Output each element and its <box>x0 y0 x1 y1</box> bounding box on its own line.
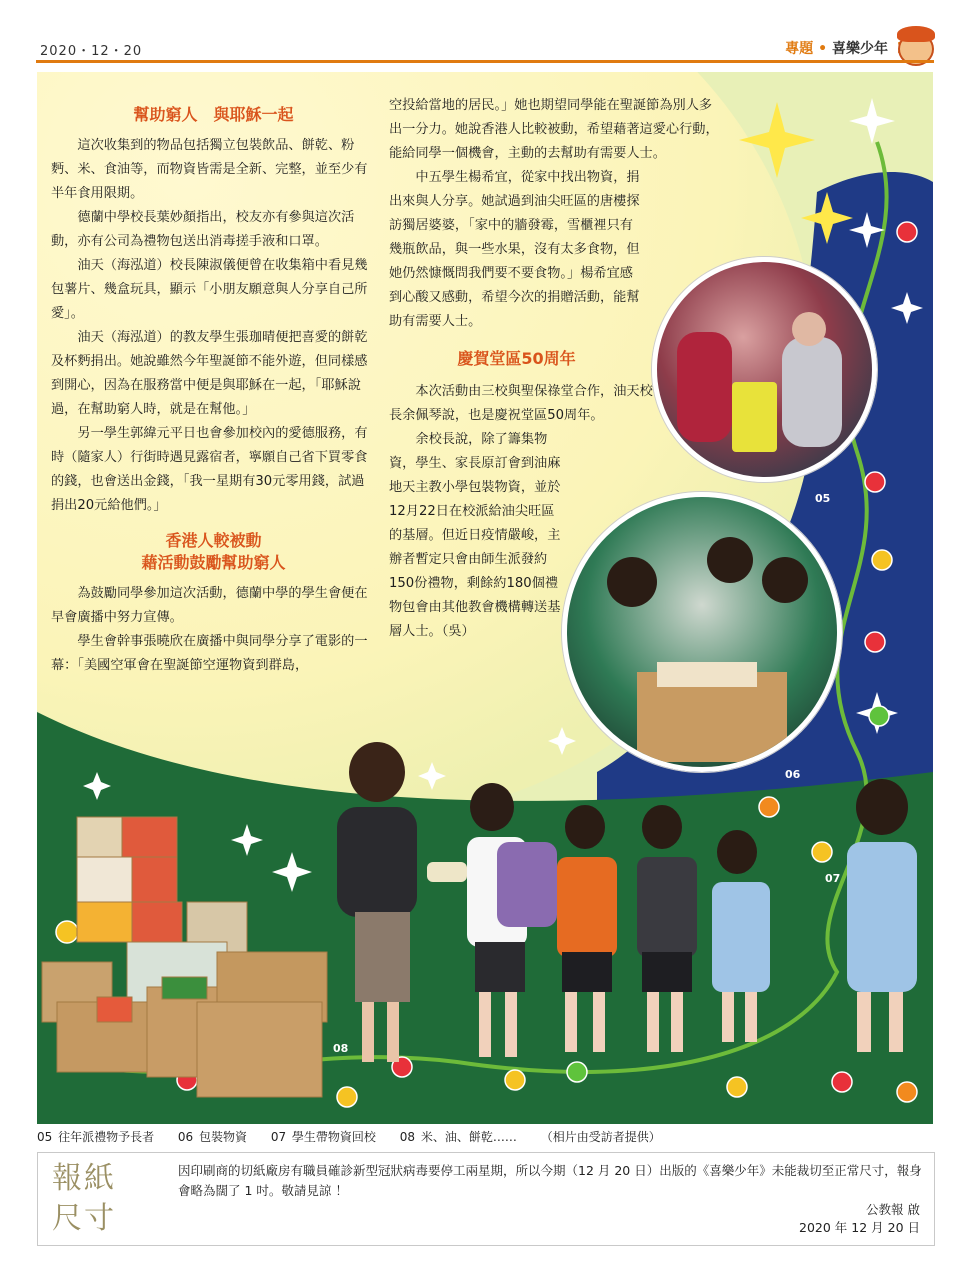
caption-07: 07 學生帶物資回校 <box>270 1130 376 1144</box>
issue-date: 2020・12・20 <box>40 44 143 59</box>
notice-date: 2020 年 12 月 20 日 <box>799 1220 920 1235</box>
headline-help-poor: 幫助窮人 與耶穌一起 <box>133 105 294 124</box>
paragraph: 油天（海泓道）校長陳淑儀便曾在收集箱中看見幾包薯片、幾盒玩具，顯示「小朋友願意與人分享自己所愛」。 <box>51 258 368 321</box>
publication-name: 喜樂少年 <box>831 41 888 57</box>
paragraph: 空投給當地的居民。」她也期望同學能在聖誕節為別人多出一分力。她說香港人比較被動，希望藉著這愛心行動，能給同學一個機會，主動的去幫助有需要人士。 <box>389 98 719 161</box>
feature-panel <box>37 72 933 1124</box>
headline-parish-50: 慶賀堂區50周年 <box>457 349 576 368</box>
notice-signature <box>799 1201 920 1237</box>
notice-title-line-2: 尺寸 <box>52 1201 116 1236</box>
notice-box <box>37 1152 935 1246</box>
photo-number-08: 08 <box>333 1042 349 1055</box>
photo-credit: （相片由受訪者提供） <box>540 1130 661 1144</box>
paragraph: 余校長說，除了籌集物資，學生、家長原訂會到油麻地天主教小學包裝物資，並於12月22日在校派給油尖旺區的基層。但近日疫情嚴峻，主辦者暫定只會由師生派發約150份禮物，剩餘約180個禮物包會由其他教會機構轉送基層人士。（吳） <box>389 432 561 639</box>
paragraph: 學生會幹事張曉欣在廣播中與同學分享了電影的一幕：「美國空軍會在聖誕節空運物資到群島， <box>51 634 368 673</box>
header-rule <box>36 60 934 63</box>
article-column-1 <box>51 104 376 678</box>
paragraph: 本次活動由三校與聖保祿堂合作，油天校長余佩琴說，也是慶祝堂區50周年。 <box>389 384 653 423</box>
subhead-line-2: 藉活動鼓勵幫助窮人 <box>141 553 286 572</box>
paragraph: 油天（海泓道）的教友學生張珈晴便把喜愛的餅乾及杯麪捐出。她說雖然今年聖誕節不能外遊，但同樣感到開心，因為在服務當中便是與耶穌在一起，「耶穌說過，在幫助窮人時，就是在幫他。」 <box>51 330 368 417</box>
caption-05: 05 往年派禮物予長者 <box>37 1130 155 1144</box>
paragraph: 中五學生楊希宜，從家中找出物資，捐出來與人分享。她試過到油尖旺區的唐樓探訪獨居婆婆，「家中的牆發霉，雪櫃裡只有幾瓶飲品，與一些水果，沒有太多食物，但她仍然慷慨問我們要不要食物。」楊希宜感到心酸又感動，希望今次的捐贈活動，能幫助有需要人士。 <box>389 170 640 329</box>
paragraph: 德蘭中學校長葉妙顏指出，校友亦有參與這次活動，亦有公司為禮物包送出消毒搓手液和口罩。 <box>51 210 355 249</box>
section-name: 專題 <box>785 41 814 57</box>
photo-number-06: 06 <box>785 768 801 781</box>
notice-title <box>52 1159 116 1239</box>
notice-signer: 公教報 啟 <box>866 1202 920 1217</box>
photo-number-07: 07 <box>825 872 841 885</box>
notice-title-line-1: 報紙 <box>52 1161 116 1196</box>
paragraph: 這次收集到的物品包括獨立包裝飲品、餅乾、粉麪、米、食油等，而物資皆需是全新、完整，並至少有半年食用限期。 <box>51 138 368 201</box>
caption-08: 08 米、油、餅乾…… <box>399 1130 517 1144</box>
subhead-line-1: 香港人較被動 <box>165 531 262 550</box>
paragraph: 為鼓勵同學參加這次活動，德蘭中學的學生會便在早會廣播中努力宣傳。 <box>51 586 368 625</box>
section-header <box>785 38 908 58</box>
paragraph: 另一學生郭緯元平日也會參加校內的愛德服務，有時（隨家人）行街時遇見露宿者，寧願自己省下買零食的錢，也會送出金錢，「我一星期有30元零用錢，試過捐出20元給他們。」 <box>51 426 368 513</box>
photo-number-05: 05 <box>815 492 831 505</box>
photo-captions <box>37 1128 933 1145</box>
notice-text: 因印刷商的切紙廠房有職員確診新型冠狀病毒要停工兩星期，所以今期（12 月 20 日）出版的《喜樂少年》未能裁切至正常尺寸，報身會略為闊了 1 吋。敬請見諒 ！ <box>178 1163 922 1198</box>
bullet-separator: • <box>818 41 828 57</box>
article-column-2 <box>389 94 719 644</box>
caption-06: 06 包裝物資 <box>177 1130 248 1144</box>
